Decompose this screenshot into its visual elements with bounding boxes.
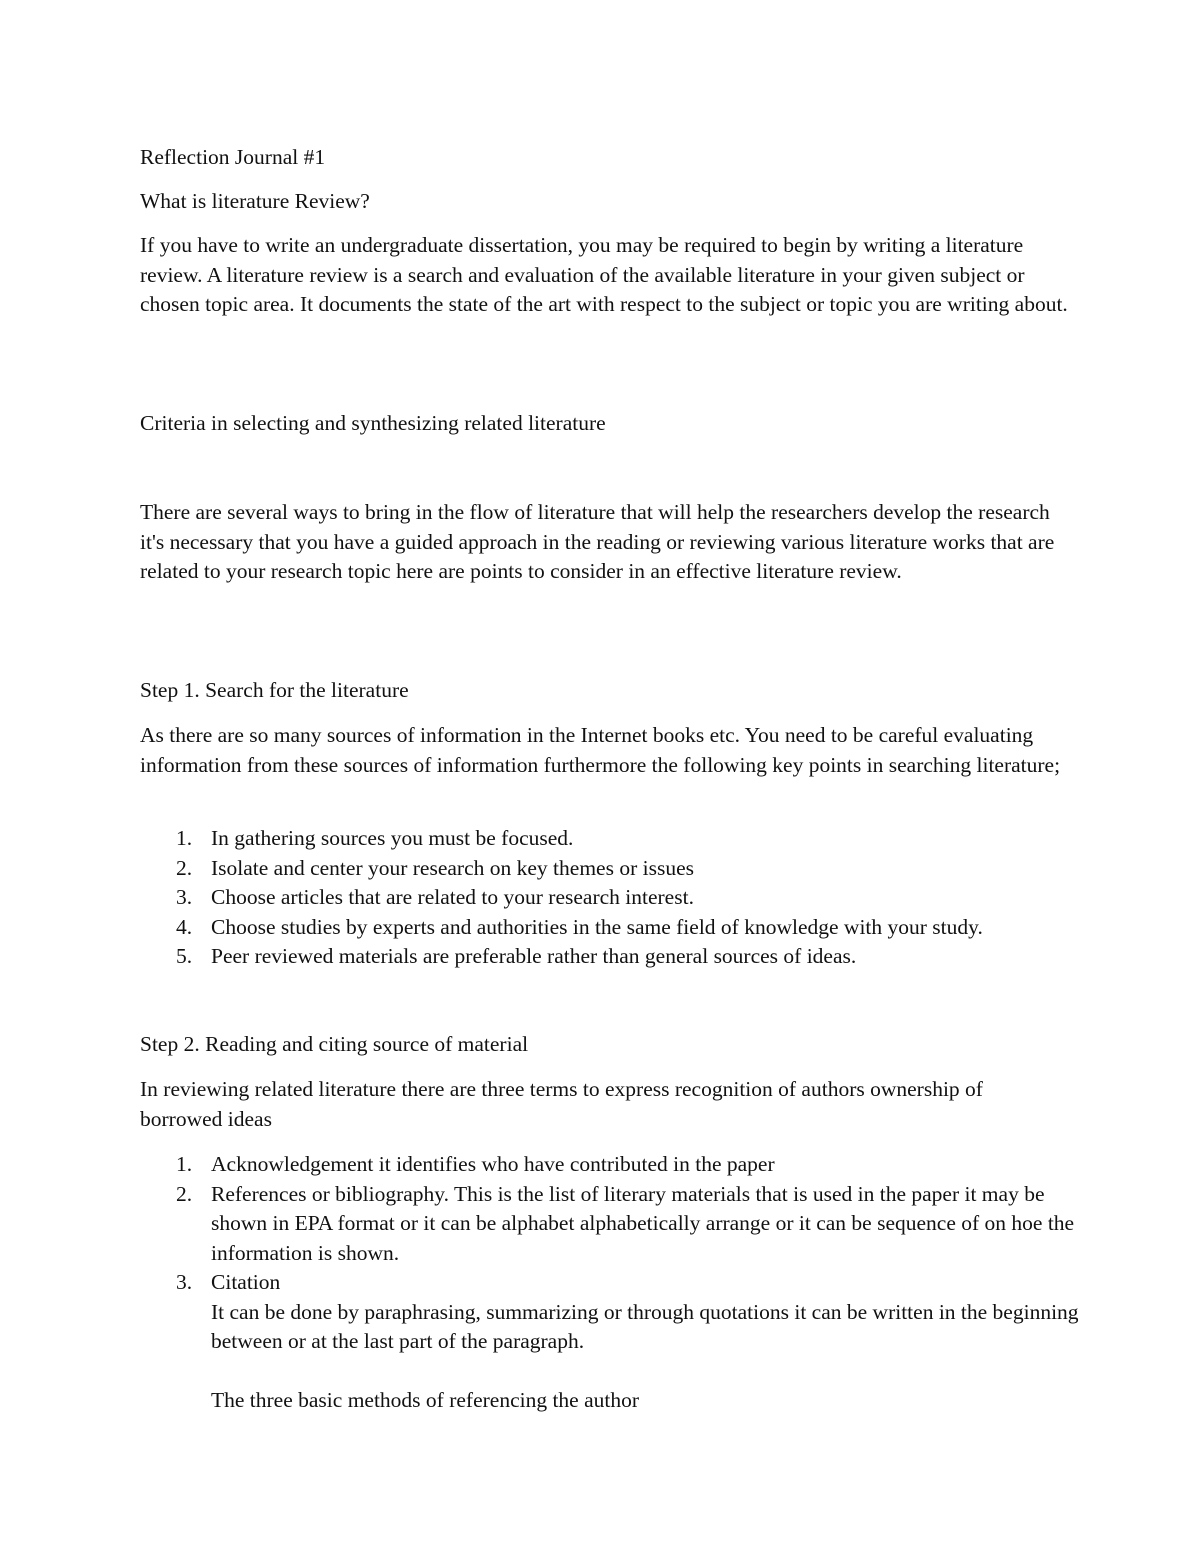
list-item [140, 1268, 1080, 1416]
list-item [140, 854, 1080, 884]
step1-heading: Step 1. Search for the literature [140, 678, 409, 702]
list-item [140, 1180, 1080, 1269]
list-item-number: 3. [176, 885, 193, 909]
list-item-text: Choose studies by experts and authorities in the same field of knowledge with your study. [211, 914, 983, 939]
list-item-text: Isolate and center your research on key themes or issues [211, 855, 694, 880]
list-item [140, 942, 1080, 972]
list-item [140, 883, 1080, 913]
list-item-text: References or bibliography. This is the list of literary materials that is used in the paper it may be shown in EPA format or it can be alphabet alphabetically arrange or it can be sequence of on hoe the information is shown. [211, 1181, 1075, 1265]
document-title: Reflection Journal #1 [140, 145, 326, 169]
question-heading: What is literature Review? [140, 189, 370, 213]
step2-paragraph: In reviewing related literature there are three terms to express recognition of authors ownership of borrowed ideas [140, 1077, 983, 1131]
criteria-heading: Criteria in selecting and synthesizing related literature [140, 411, 606, 435]
list-item [140, 913, 1080, 943]
list-item-number: 3. [176, 1270, 193, 1294]
list-item-number: 5. [176, 944, 193, 968]
list-item-detail: It can be done by paraphrasing, summarizing or through quotations it can be written in the beginning between or at the last part of the paragraph. [211, 1299, 1079, 1353]
list-item-text: In gathering sources you must be focused. [211, 826, 574, 850]
list-item-text: Acknowledgement it identifies who have contributed in the paper [211, 1152, 775, 1176]
list-item-number: 1. [176, 1152, 193, 1176]
criteria-paragraph: There are several ways to bring in the flow of literature that will help the researchers develop the research it's necessary that you have a guided approach in the reading or reviewing various literature works that are related to your research topic here are points to consider in an effective literature review. [140, 500, 1055, 583]
list-item-followup: The three basic methods of referencing the author [211, 1388, 640, 1412]
list-item-number: 4. [176, 914, 193, 939]
step2-list [140, 1150, 1080, 1416]
step2-heading: Step 2. Reading and citing source of material [140, 1032, 529, 1056]
list-item-text: Peer reviewed materials are preferable rather than general sources of ideas. [211, 944, 857, 968]
list-item-number: 2. [176, 855, 193, 880]
list-item-number: 2. [176, 1181, 193, 1206]
list-item [140, 1150, 1080, 1180]
step1-paragraph: As there are so many sources of information in the Internet books etc. You need to be careful evaluating information from these sources of information furthermore the following key points in searching literature; [140, 723, 1061, 777]
step1-list [140, 824, 1080, 972]
list-item-text: Choose articles that are related to your research interest. [211, 885, 694, 909]
list-item-text: Citation [211, 1270, 281, 1294]
list-item-number: 1. [176, 826, 193, 850]
spacer [211, 1357, 1080, 1387]
list-item [140, 824, 1080, 854]
intro-paragraph: If you have to write an undergraduate dissertation, you may be required to begin by writing a literature review. A literature review is a search and evaluation of the available literature in your given subject or chosen topic area. It documents the state of the art with respect to the subject or topic you are writing about. [140, 233, 1068, 316]
